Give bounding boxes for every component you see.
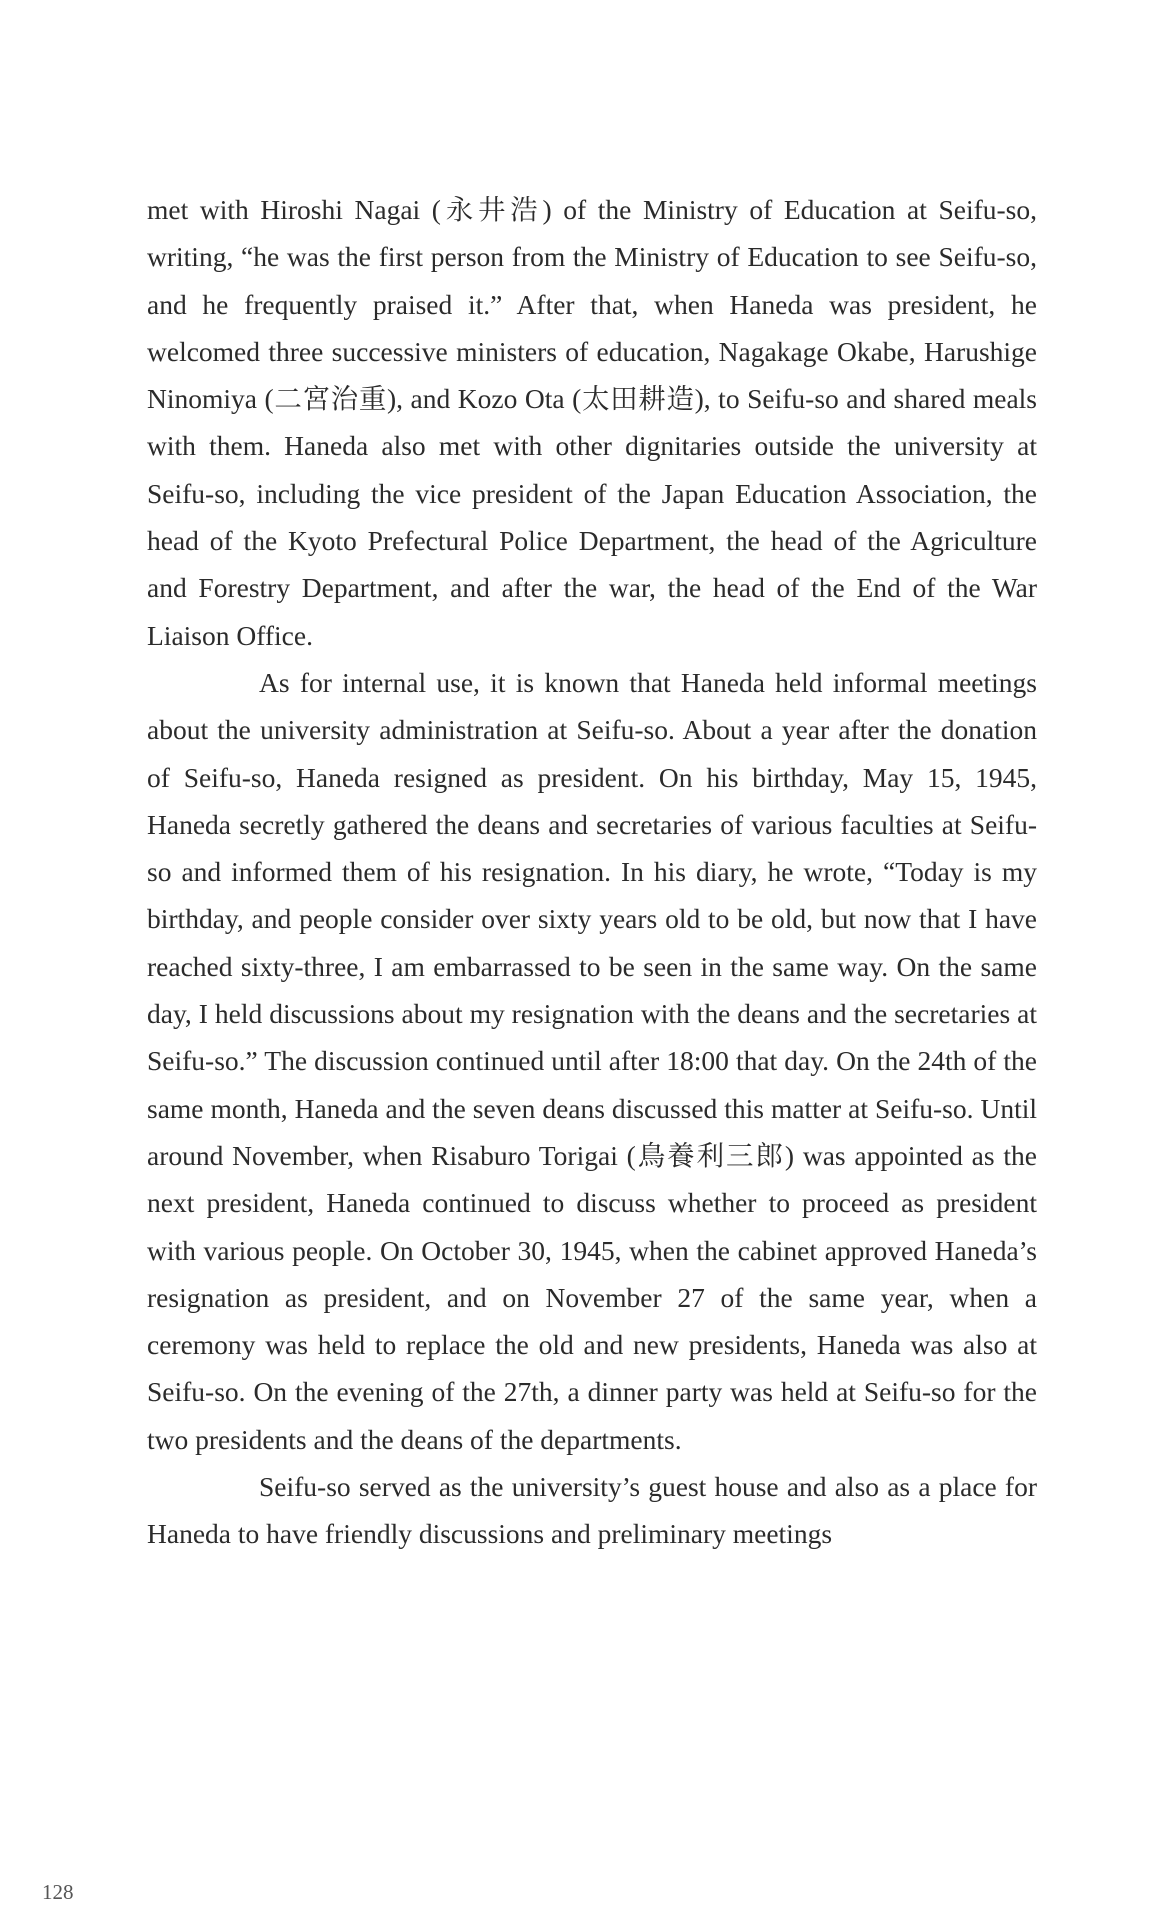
paragraph-3: Seifu-so served as the university’s guest house and also as a place for Haneda to have friendly discussions and preliminary meetings	[147, 1471, 1037, 1550]
paragraph-2: As for internal use, it is known that Haneda held informal meetings about the university administration at Seifu-so. About a year after the donation of Seifu-so, Haneda resigned as president. On his birthday, May 15, 1945, Haneda secretly gathered the deans and secretaries of various faculties at Seifu-so and informed them of his resignation. In his diary, he wrote, “Today is my birthday, and people consider over sixty years old to be old, but now that I have reached sixty-three, I am embarrassed to be seen in the same way. On the same day, I held discussions about my resignation with the deans and the secretaries at Seifu-so.” The discussion continued until after 18:00 that day. On the 24th of the same month, Haneda and the seven deans discussed this matter at Seifu-so. Until around November, when Risaburo Torigai (鳥養利三郎) was appointed as the next president, Haneda continued to discuss whether to proceed as president with various people. On October 30, 1945, when the cabinet approved Haneda’s resignation as president, and on November 27 of the same year, when a ceremony was held to replace the old and new presidents, Haneda was also at Seifu-so. On the evening of the 27th, a dinner party was held at Seifu-so for the two presidents and the deans of the departments.	[147, 666, 1037, 1455]
paragraph-1: met with Hiroshi Nagai (永井浩) of the Ministry of Education at Seifu-so, writing, “he was the first person from the Ministry of Education to see Seifu-so, and he frequently praised it.” After that, when Haneda was president, he welcomed three successive ministers of education, Nagakage Okabe, Harushige Ninomiya (二宮治重), and Kozo Ota (太田耕造), to Seifu-so and shared meals with them. Haneda also met with other dignitaries outside the university at Seifu-so, including the vice president of the Japan Education Association, the head of the Kyoto Prefectural Police Department, the head of the Agriculture and Forestry Department, and after the war, the head of the End of the War Liaison Office.	[147, 194, 1037, 651]
body-text	[147, 186, 1037, 1558]
page-number: 128	[42, 1880, 74, 1904]
